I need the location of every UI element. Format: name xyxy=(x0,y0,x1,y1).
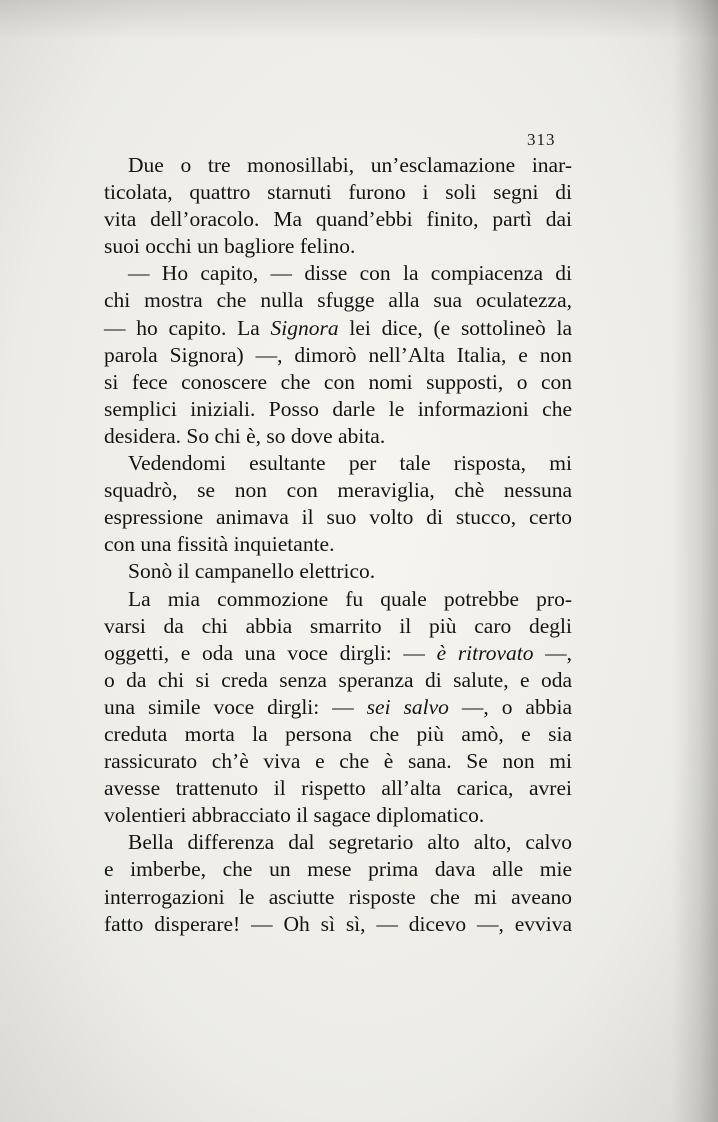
text-line: ticolata, quattro starnuti furono i soli segni di xyxy=(104,180,572,205)
text-line: avesse trattenuto il rispetto all’alta carica, avrei xyxy=(104,776,572,801)
text-line: chi mostra che nulla sfugge alla sua oculatezza, xyxy=(104,288,572,313)
text-line: interrogazioni le asciutte risposte che mi aveano xyxy=(104,884,572,909)
text-line: parola Signora) —, dimorò nell’Alta Italia, e non xyxy=(104,342,572,367)
text-line: si fece conoscere che con nomi supposti, o con xyxy=(104,369,572,394)
text-line: espressione animava il suo volto di stucco, certo xyxy=(104,505,572,530)
text-line: oggetti, e oda una voce dirgli: — è ritrovato —, xyxy=(104,640,573,665)
text-line: creduta morta la persona che più amò, e sia xyxy=(104,721,572,746)
text-line: — ho capito. La Signora lei dice, (e sottolineò la xyxy=(104,315,572,340)
text-line: suoi occhi un bagliore felino. xyxy=(104,234,356,259)
text-line: volentieri abbracciato il sagace diplomatico. xyxy=(104,803,485,828)
text-line: e imberbe, che un mese prima dava alle mie xyxy=(104,857,572,882)
body-text xyxy=(104,152,572,938)
text-line: — Ho capito, — disse con la compiacenza di xyxy=(128,261,572,286)
page-edge-shadow xyxy=(672,0,718,1122)
text-line: semplici iniziali. Posso darle le informazioni che xyxy=(104,396,572,421)
text-line: desidera. So chi è, so dove abita. xyxy=(104,423,386,448)
text-line: una simile voce dirgli: — sei salvo —, o abbia xyxy=(104,694,572,719)
text-line: con una fissità inquietante. xyxy=(104,532,335,557)
text-line: Vedendomi esultante per tale risposta, mi xyxy=(128,451,572,476)
text-line: varsi da chi abbia smarrito il più caro degli xyxy=(104,613,572,638)
page-top-shadow xyxy=(0,0,718,40)
text-line: Due o tre monosillabi, un’esclamazione inar- xyxy=(128,153,572,177)
text-line: La mia commozione fu quale potrebbe pro- xyxy=(128,586,572,611)
text-line: vita dell’oracolo. Ma quand’ebbi finito, partì dai xyxy=(104,207,572,232)
text-line: Bella differenza dal segretario alto alto, calvo xyxy=(128,830,572,855)
text-line: rassicurato ch’è viva e che è sana. Se non mi xyxy=(104,749,572,774)
page-number: 313 xyxy=(527,130,556,149)
text-line: squadrò, se non con meraviglia, chè nessuna xyxy=(104,478,572,503)
text-line: Sonò il campanello elettrico. xyxy=(128,559,376,584)
text-line: fatto disperare! — Oh sì sì, — dicevo —, evviva xyxy=(104,911,572,936)
text-line: o da chi si creda senza speranza di salute, e oda xyxy=(104,667,572,692)
